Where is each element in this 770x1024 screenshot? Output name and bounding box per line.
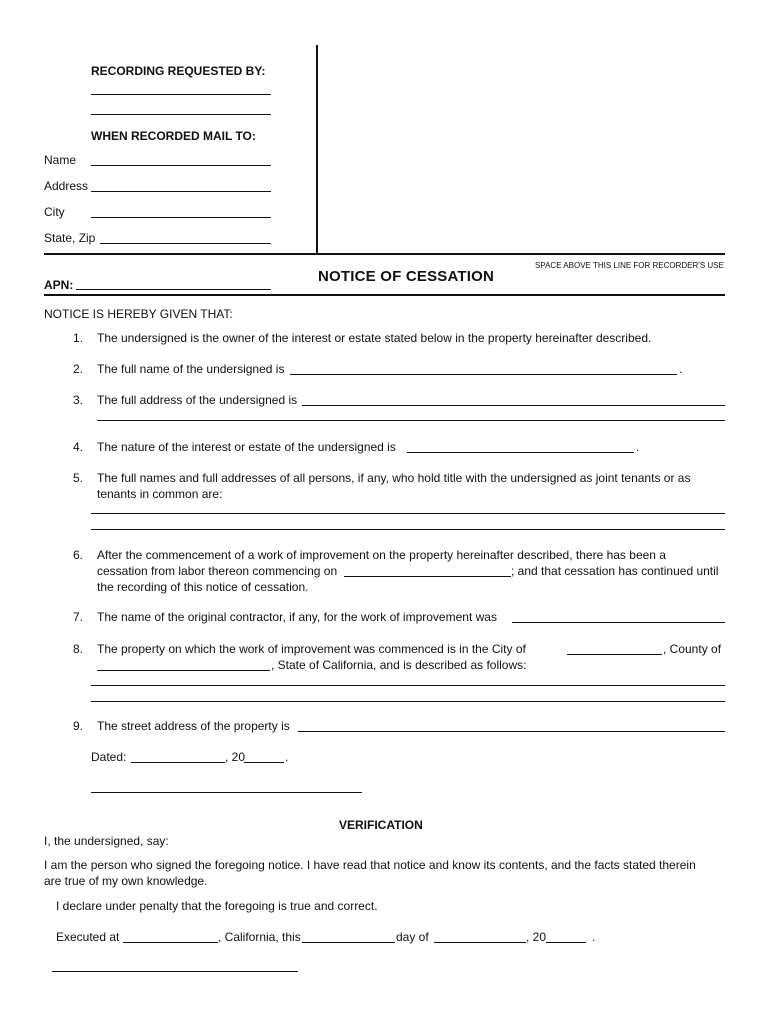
item-7-text: The name of the original contractor, if any, for the work of improvement was <box>97 610 497 624</box>
when-recorded-mail-to-label: WHEN RECORDED MAIL TO: <box>91 129 256 143</box>
verification-title: VERIFICATION <box>339 818 423 832</box>
apn-label: APN: <box>44 278 74 292</box>
verification-year-prefix: , 20 <box>526 930 547 944</box>
name-label: Name <box>44 153 77 167</box>
item-2-text: The full name of the undersigned is <box>97 362 285 376</box>
day-of-label: day of <box>396 930 429 944</box>
verification-declare: I declare under penalty that the foregoing is true and correct. <box>56 899 378 913</box>
recorder-divider-vertical <box>316 45 318 253</box>
item-4-end: . <box>636 440 640 454</box>
item-number: 3. <box>72 393 83 407</box>
item-number: 9. <box>72 719 83 733</box>
title-divider <box>44 294 725 296</box>
item-number: 7. <box>72 610 83 624</box>
page-title: NOTICE OF CESSATION <box>318 268 495 285</box>
item-5-text-line2: tenants in common are: <box>97 487 223 501</box>
item-number: 5. <box>72 471 83 485</box>
executed-day-field[interactable] <box>302 942 395 943</box>
dated-year-prefix: , 20 <box>225 750 246 764</box>
recorder-divider-top <box>44 253 725 255</box>
item-number: 2. <box>72 362 83 376</box>
full-address-field[interactable] <box>302 405 725 406</box>
executed-at-label: Executed at <box>56 930 120 944</box>
cessation-date-field[interactable] <box>344 576 511 577</box>
property-description-line-2[interactable] <box>91 701 725 702</box>
city-of-field[interactable] <box>567 654 662 655</box>
county-field[interactable] <box>97 670 270 671</box>
original-contractor-field[interactable] <box>512 622 725 623</box>
item-8-text-line1a: The property on which the work of improvement was commenced is in the City of <box>97 642 526 656</box>
item-6-text-line2a: cessation from labor thereon commencing on <box>97 564 338 578</box>
item-5-text-line1-content: The full names and full addresses of all persons, if any, who hold title with the undersigned as joint tenants or as <box>97 471 691 485</box>
executed-month-field[interactable] <box>434 942 526 943</box>
recording-requested-line-2[interactable] <box>91 114 271 115</box>
recording-requested-by-label: RECORDING REQUESTED BY: <box>91 64 266 78</box>
item-number: 6. <box>72 548 83 562</box>
item-8-text-line2: , State of California, and is described as follows: <box>271 658 527 672</box>
street-address-field[interactable] <box>298 731 725 732</box>
city-label: City <box>44 205 65 219</box>
dated-year-field[interactable] <box>244 762 284 763</box>
executed-year-field[interactable] <box>546 942 586 943</box>
city-field[interactable] <box>91 217 271 218</box>
recording-requested-line-1[interactable] <box>91 94 271 95</box>
item-6-text-line1: After the commencement of a work of improvement on the property hereinafter described, there has been a <box>97 548 666 562</box>
address-label: Address <box>44 179 89 193</box>
executed-at-field[interactable] <box>123 942 218 943</box>
full-address-field-2[interactable] <box>97 420 725 421</box>
state-zip-label: State, Zip <box>44 231 96 245</box>
item-1-text: The undersigned is the owner of the interest or estate stated below in the property hereinafter described. <box>97 331 652 345</box>
verification-signature-line[interactable] <box>52 971 298 972</box>
address-field[interactable] <box>91 191 271 192</box>
full-name-field[interactable] <box>290 374 677 375</box>
signature-line[interactable] <box>91 792 362 793</box>
state-zip-field[interactable] <box>100 243 271 244</box>
california-this-label: , California, this <box>218 930 301 944</box>
dated-label: Dated: <box>91 750 127 764</box>
item-9-text: The street address of the property is <box>97 719 290 733</box>
item-2-end: . <box>679 362 683 376</box>
item-5-text-line1 <box>97 471 725 485</box>
item-6-text-line2b: ; and that cessation has continued until <box>511 564 719 578</box>
notice-intro: NOTICE IS HEREBY GIVEN THAT: <box>44 307 233 321</box>
name-field[interactable] <box>91 165 271 166</box>
item-number: 4. <box>72 440 83 454</box>
item-number: 8. <box>72 642 83 656</box>
verification-say: I, the undersigned, say: <box>44 834 169 848</box>
item-number: 1. <box>72 331 83 345</box>
verification-statement-line1: I am the person who signed the foregoing notice. I have read that notice and know its contents, and the facts stated therein <box>44 858 696 872</box>
dated-field[interactable] <box>131 762 225 763</box>
item-8-text-line1b: , County of <box>663 642 722 656</box>
item-6-text-line3: the recording of this notice of cessation. <box>97 580 309 594</box>
recorder-note: SPACE ABOVE THIS LINE FOR RECORDER'S USE <box>535 261 724 270</box>
verification-statement-line2: are true of my own knowledge. <box>44 874 208 888</box>
nature-of-interest-field[interactable] <box>407 452 634 453</box>
item-3-text: The full address of the undersigned is <box>97 393 298 407</box>
dated-end: . <box>285 750 289 764</box>
joint-tenants-line-1[interactable] <box>91 513 725 514</box>
apn-field[interactable] <box>76 289 271 290</box>
property-description-line-1[interactable] <box>91 685 725 686</box>
verification-end: . <box>592 930 596 944</box>
joint-tenants-line-2[interactable] <box>91 529 725 530</box>
item-4-text: The nature of the interest or estate of the undersigned is <box>97 440 396 454</box>
